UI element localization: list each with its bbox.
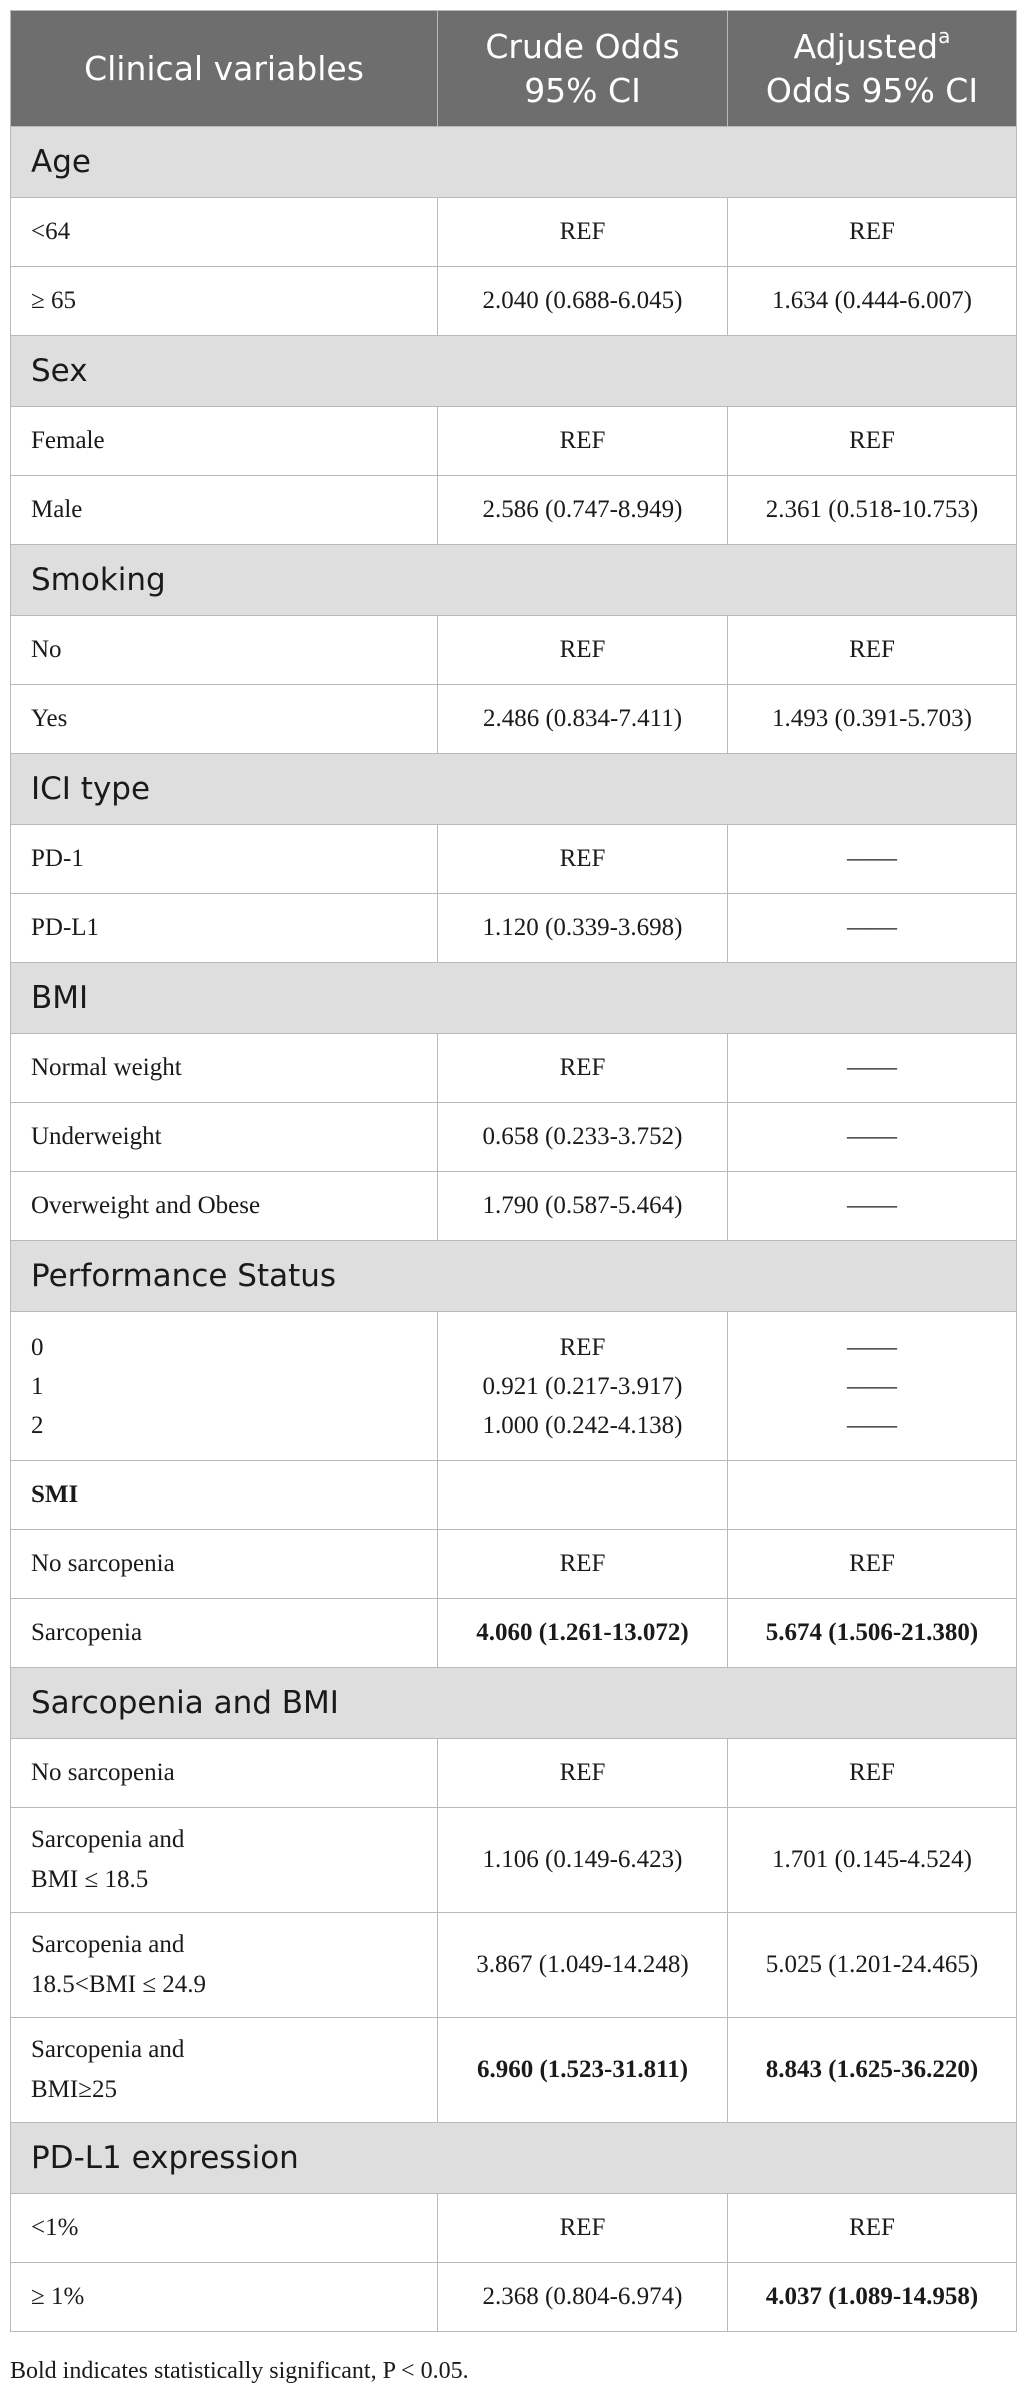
variable-cell: Underweight — [11, 1103, 438, 1172]
variable-cell: ≥ 1% — [11, 2263, 438, 2332]
crude-cell: REF — [438, 198, 728, 267]
variable-cell: Female — [11, 407, 438, 476]
crude-cell: REF — [438, 825, 728, 894]
adjusted-cell: REF — [728, 407, 1017, 476]
section-title: BMI — [11, 963, 1017, 1034]
header-adjusted-prefix: Adjusted — [793, 26, 939, 66]
adjusted-cell: —— — [728, 894, 1017, 963]
crude-cell: REF — [438, 1034, 728, 1103]
variable-line: Sarcopenia and — [31, 1931, 185, 1958]
variable-line: BMI≥25 — [31, 2076, 117, 2103]
crude-cell: REF — [438, 1530, 728, 1599]
adjusted-cell: REF — [728, 2194, 1017, 2263]
table-row — [11, 685, 1017, 754]
crude-cell: REF — [438, 407, 728, 476]
header-clinical-variables: Clinical variables — [11, 11, 438, 127]
variable-cell — [11, 1808, 438, 1913]
section-title: Sarcopenia and BMI — [11, 1668, 1017, 1739]
variable-line: BMI ≤ 18.5 — [31, 1866, 149, 1893]
adjusted-cell — [728, 1461, 1017, 1530]
variable-cell: <64 — [11, 198, 438, 267]
variable-cell: Male — [11, 476, 438, 545]
variable-cell — [11, 2018, 438, 2123]
crude-cell: 3.867 (1.049-14.248) — [438, 1913, 728, 2018]
crude-cell — [438, 1312, 728, 1461]
table-row — [11, 407, 1017, 476]
adjusted-cell: REF — [728, 1739, 1017, 1808]
crude-cell: 1.790 (0.587-5.464) — [438, 1172, 728, 1241]
adjusted-cell: 1.701 (0.145-4.524) — [728, 1808, 1017, 1913]
crude-cell: 4.060 (1.261-13.072) — [438, 1599, 728, 1668]
table-row — [11, 2018, 1017, 2123]
variable-cell: PD-1 — [11, 825, 438, 894]
crude-cell: 2.040 (0.688-6.045) — [438, 267, 728, 336]
variable-cell — [11, 1312, 438, 1461]
adjusted-cell: 5.025 (1.201-24.465) — [728, 1913, 1017, 2018]
variable-cell: Normal weight — [11, 1034, 438, 1103]
table-row — [11, 825, 1017, 894]
adjusted-cell: 5.674 (1.506-21.380) — [728, 1599, 1017, 1668]
crude-cell: 2.586 (0.747-8.949) — [438, 476, 728, 545]
section-row-bmi — [11, 963, 1017, 1034]
variable-cell: <1% — [11, 2194, 438, 2263]
ps-crude-value: 0.921 (0.217-3.917) — [482, 1372, 683, 1400]
crude-cell: 1.120 (0.339-3.698) — [438, 894, 728, 963]
crude-cell: 1.106 (0.149-6.423) — [438, 1808, 728, 1913]
crude-cell: REF — [438, 616, 728, 685]
section-title: Smoking — [11, 545, 1017, 616]
table-row — [11, 1530, 1017, 1599]
section-title: SMI — [11, 1461, 438, 1530]
adjusted-cell: —— — [728, 825, 1017, 894]
header-adjusted-line1 — [748, 25, 996, 69]
table-row — [11, 1913, 1017, 2018]
variable-cell: No sarcopenia — [11, 1739, 438, 1808]
variable-line: Sarcopenia and — [31, 2036, 185, 2063]
adjusted-cell: 1.493 (0.391-5.703) — [728, 685, 1017, 754]
ps-label: 0 — [31, 1333, 44, 1361]
variable-cell: Yes — [11, 685, 438, 754]
adjusted-cell: 2.361 (0.518-10.753) — [728, 476, 1017, 545]
table-row — [11, 616, 1017, 685]
variable-cell: No — [11, 616, 438, 685]
adjusted-cell: 1.634 (0.444-6.007) — [728, 267, 1017, 336]
section-title: Performance Status — [11, 1241, 1017, 1312]
variable-cell: ≥ 65 — [11, 267, 438, 336]
adjusted-cell: 8.843 (1.625-36.220) — [728, 2018, 1017, 2123]
table-row — [11, 2194, 1017, 2263]
header-crude-line1: Crude Odds — [485, 26, 680, 66]
ps-adjusted-value: —— — [847, 1333, 897, 1361]
variable-cell: No sarcopenia — [11, 1530, 438, 1599]
section-title: Age — [11, 127, 1017, 198]
adjusted-cell: —— — [728, 1172, 1017, 1241]
table-footnote: Bold indicates statistically significant, P < 0.05. — [10, 2358, 469, 2384]
ps-crude-value: REF — [559, 1333, 606, 1361]
variable-line: 18.5<BMI ≤ 24.9 — [31, 1971, 207, 1998]
adjusted-cell: REF — [728, 1530, 1017, 1599]
adjusted-cell: REF — [728, 616, 1017, 685]
table-header-row — [11, 11, 1017, 127]
section-row-ici-type — [11, 754, 1017, 825]
table-row — [11, 1312, 1017, 1461]
table-row — [11, 198, 1017, 267]
section-row-pdl1-expression — [11, 2123, 1017, 2194]
section-row-sex — [11, 336, 1017, 407]
table-row — [11, 1599, 1017, 1668]
adjusted-cell: REF — [728, 198, 1017, 267]
header-adjusted-odds — [728, 11, 1017, 127]
table-row — [11, 1034, 1017, 1103]
crude-cell: 2.368 (0.804-6.974) — [438, 2263, 728, 2332]
ps-label: 1 — [31, 1372, 44, 1400]
ps-crude-value: 1.000 (0.242-4.138) — [482, 1411, 683, 1439]
odds-ratio-table — [10, 10, 1017, 2332]
crude-cell: REF — [438, 2194, 728, 2263]
section-row-age — [11, 127, 1017, 198]
section-row-smi — [11, 1461, 1017, 1530]
adjusted-cell: 4.037 (1.089-14.958) — [728, 2263, 1017, 2332]
crude-cell: REF — [438, 1739, 728, 1808]
crude-cell: 2.486 (0.834-7.411) — [438, 685, 728, 754]
section-row-smoking — [11, 545, 1017, 616]
header-crude-line2: 95% CI — [524, 70, 641, 110]
table-row — [11, 267, 1017, 336]
section-title: PD-L1 expression — [11, 2123, 1017, 2194]
variable-line: Sarcopenia and — [31, 1826, 185, 1853]
table-row — [11, 1172, 1017, 1241]
header-adjusted-line2: Odds 95% CI — [765, 70, 979, 110]
header-adjusted-superscript: a — [938, 23, 951, 48]
variable-cell: PD-L1 — [11, 894, 438, 963]
adjusted-cell: —— — [728, 1103, 1017, 1172]
table-row — [11, 2263, 1017, 2332]
table-row — [11, 1739, 1017, 1808]
table-row — [11, 1808, 1017, 1913]
section-row-performance-status — [11, 1241, 1017, 1312]
table-row — [11, 894, 1017, 963]
adjusted-cell — [728, 1312, 1017, 1461]
variable-cell: Overweight and Obese — [11, 1172, 438, 1241]
table-row — [11, 1103, 1017, 1172]
crude-cell: 6.960 (1.523-31.811) — [438, 2018, 728, 2123]
ps-adjusted-value: —— — [847, 1411, 897, 1439]
header-crude-odds — [438, 11, 728, 127]
table-row — [11, 476, 1017, 545]
adjusted-cell: —— — [728, 1034, 1017, 1103]
section-title: Sex — [11, 336, 1017, 407]
crude-cell: 0.658 (0.233-3.752) — [438, 1103, 728, 1172]
ps-adjusted-value: —— — [847, 1372, 897, 1400]
variable-cell: Sarcopenia — [11, 1599, 438, 1668]
section-row-sarcopenia-bmi — [11, 1668, 1017, 1739]
ps-label: 2 — [31, 1411, 44, 1439]
crude-cell — [438, 1461, 728, 1530]
section-title: ICI type — [11, 754, 1017, 825]
variable-cell — [11, 1913, 438, 2018]
